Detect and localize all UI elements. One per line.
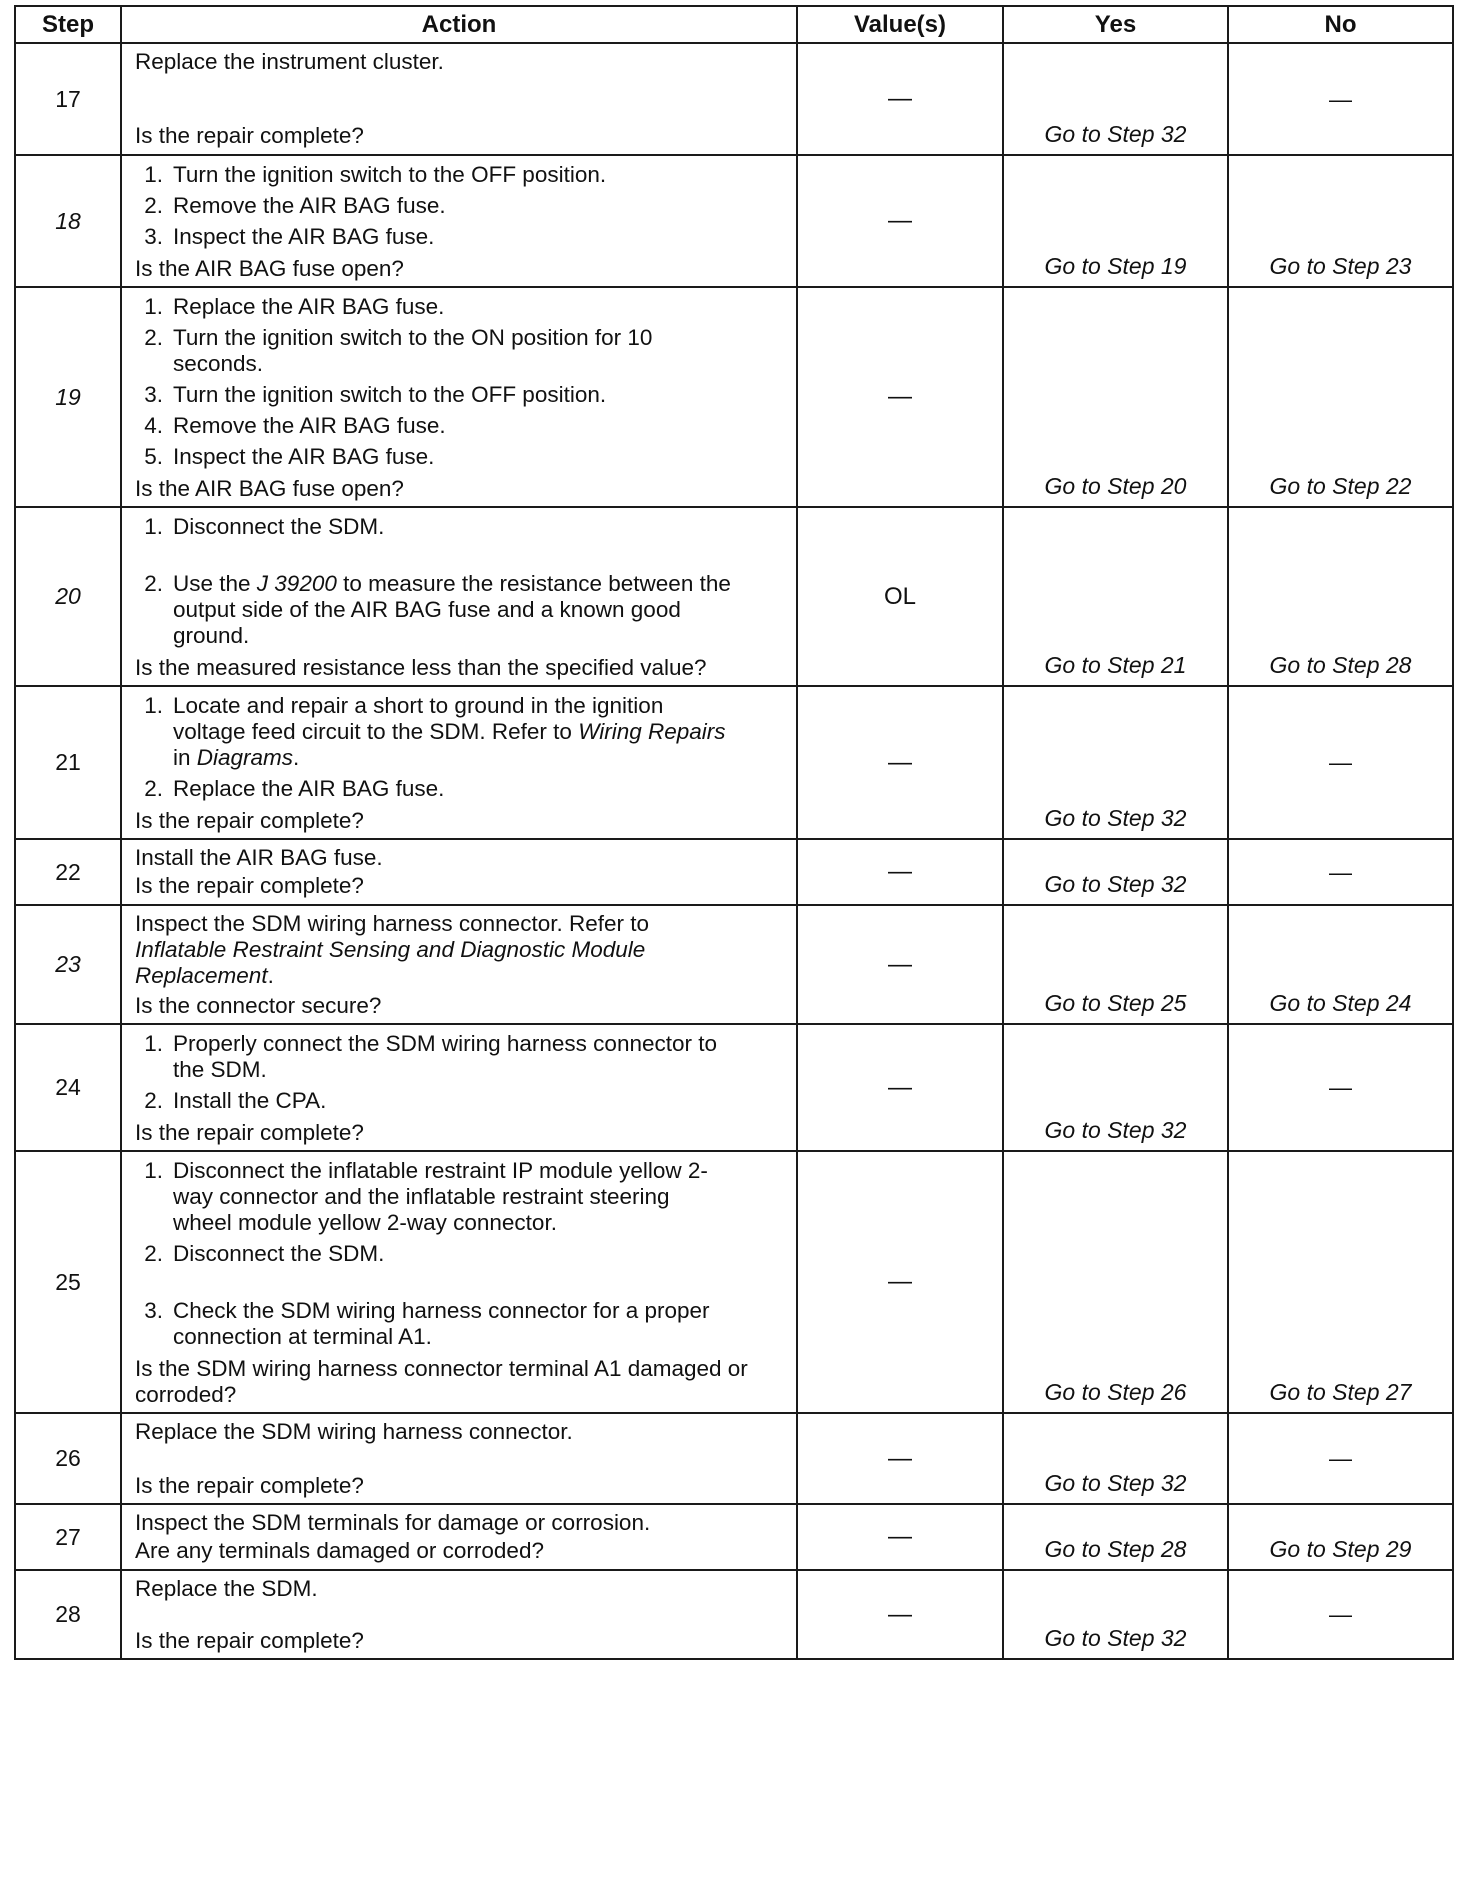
action-text: to measure the resistance between the output side of the AIR BAG fuse and a known good ground. [173, 571, 731, 648]
yes-cell: Go to Step 28 [1003, 1504, 1228, 1570]
action-step: 3. Check the SDM wiring harness connector for a proper connection at terminal A1. [144, 1298, 710, 1349]
action-question: Is the repair complete? [135, 1473, 364, 1498]
value-cell: — [797, 1151, 1003, 1413]
step-number: 26 [15, 1413, 121, 1504]
action-cell [121, 1024, 797, 1151]
yes-cell: Go to Step 32 [1003, 839, 1228, 905]
no-cell: — [1228, 1413, 1453, 1504]
yes-cell: Go to Step 32 [1003, 43, 1228, 155]
action-question: Is the AIR BAG fuse open? [135, 476, 404, 501]
action-cell [121, 839, 797, 905]
diagnostic-table-page [14, 5, 1452, 1660]
table-row-step-25 [15, 1151, 1453, 1413]
no-cell: Go to Step 27 [1228, 1151, 1453, 1413]
yes-cell: Go to Step 32 [1003, 1413, 1228, 1504]
action-step: 2. Disconnect the SDM. [144, 1241, 385, 1266]
action-question: Is the connector secure? [135, 993, 382, 1018]
table-row-step-28 [15, 1570, 1453, 1659]
yes-cell: Go to Step 20 [1003, 287, 1228, 507]
action-text: Replace the instrument cluster. [135, 49, 444, 74]
value-cell: — [797, 1413, 1003, 1504]
header-action: Action [121, 6, 797, 43]
action-text: . [293, 745, 300, 770]
header-row [15, 6, 1453, 43]
header-values: Value(s) [797, 6, 1003, 43]
action-question: Is the AIR BAG fuse open? [135, 256, 404, 281]
action-text: Replace the SDM wiring harness connector. [135, 1419, 573, 1444]
action-cell [121, 507, 797, 686]
action-cell [121, 1570, 797, 1659]
action-step: 2. Remove the AIR BAG fuse. [144, 193, 446, 218]
step-number: 22 [15, 839, 121, 905]
action-question: Is the repair complete? [135, 808, 364, 833]
action-step: 1. Turn the ignition switch to the OFF position. [144, 162, 607, 187]
action-question: Is the repair complete? [135, 873, 364, 898]
no-cell: — [1228, 839, 1453, 905]
no-cell: Go to Step 22 [1228, 287, 1453, 507]
action-cell [121, 155, 797, 287]
action-cell [121, 905, 797, 1024]
table-row-step-22 [15, 839, 1453, 905]
table-row-step-24 [15, 1024, 1453, 1151]
table-row-step-20 [15, 507, 1453, 686]
action-step: 2. Turn the ignition switch to the ON position for 10 seconds. [144, 325, 653, 376]
yes-cell: Go to Step 19 [1003, 155, 1228, 287]
no-cell: — [1228, 1024, 1453, 1151]
action-cell [121, 287, 797, 507]
action-step: 4. Remove the AIR BAG fuse. [144, 413, 446, 438]
doc-reference: Diagrams [196, 745, 294, 770]
action-step: 2. Use the J 39200 to measure the resistance between the output side of the AIR BAG fuse and a known good ground. [144, 571, 731, 648]
step-number: 21 [15, 686, 121, 839]
step-number: 28 [15, 1570, 121, 1659]
action-text: in [173, 745, 197, 770]
no-cell: — [1228, 43, 1453, 155]
no-cell: Go to Step 24 [1228, 905, 1453, 1024]
no-cell: Go to Step 28 [1228, 507, 1453, 686]
value-cell: — [797, 155, 1003, 287]
diagnostic-table [14, 5, 1454, 1660]
action-cell [121, 43, 797, 155]
no-cell: Go to Step 23 [1228, 155, 1453, 287]
action-step: 1. Disconnect the SDM. [144, 514, 385, 539]
action-step: 2. Install the CPA. [144, 1088, 327, 1113]
yes-cell: Go to Step 26 [1003, 1151, 1228, 1413]
action-question: Is the measured resistance less than the specified value? [135, 655, 707, 680]
no-cell: — [1228, 1570, 1453, 1659]
action-cell [121, 1151, 797, 1413]
value-cell: — [797, 905, 1003, 1024]
action-step: 3. Turn the ignition switch to the OFF position. [144, 382, 607, 407]
no-cell: Go to Step 29 [1228, 1504, 1453, 1570]
value-cell: — [797, 287, 1003, 507]
action-cell [121, 1413, 797, 1504]
action-text: Inspect the SDM wiring harness connector. Refer to Inflatable Restraint Sensing and Diagnostic Module Replacement. [135, 911, 649, 988]
step-number: 20 [15, 507, 121, 686]
action-question: Is the repair complete? [135, 123, 364, 148]
yes-cell: Go to Step 32 [1003, 1570, 1228, 1659]
doc-reference: Inflatable Restraint Sensing and Diagnostic Module Replacement [135, 937, 646, 988]
action-step: 5. Inspect the AIR BAG fuse. [144, 444, 435, 469]
yes-cell: Go to Step 32 [1003, 1024, 1228, 1151]
step-number: 18 [15, 155, 121, 287]
step-number: 25 [15, 1151, 121, 1413]
action-question: Is the repair complete? [135, 1628, 364, 1653]
action-question: Are any terminals damaged or corroded? [135, 1538, 544, 1563]
table-row-step-17 [15, 43, 1453, 155]
value-cell: — [797, 1504, 1003, 1570]
action-step: 1. Properly connect the SDM wiring harness connector to the SDM. [144, 1031, 718, 1082]
action-text: Inspect the SDM terminals for damage or corrosion. [135, 1510, 651, 1535]
action-text: Replace the SDM. [135, 1576, 318, 1601]
table-row-step-26 [15, 1413, 1453, 1504]
value-cell: OL [797, 507, 1003, 686]
action-cell [121, 1504, 797, 1570]
no-cell: — [1228, 686, 1453, 839]
action-text: Use the [173, 571, 257, 596]
table-row-step-23 [15, 905, 1453, 1024]
header-yes: Yes [1003, 6, 1228, 43]
table-row-step-18 [15, 155, 1453, 287]
action-step: 1. Replace the AIR BAG fuse. [144, 294, 445, 319]
table-row-step-19 [15, 287, 1453, 507]
action-step: 1. Disconnect the inflatable restraint IP module yellow 2-way connector and the inflatable restraint steering wheel module yellow 2-way connector. [144, 1158, 708, 1235]
table-row-step-21 [15, 686, 1453, 839]
value-cell: — [797, 839, 1003, 905]
action-step: 1. Locate and repair a short to ground in the ignition voltage feed circuit to the SDM. Refer to Wiring Repairs in Diagrams. [144, 693, 726, 770]
yes-cell: Go to Step 25 [1003, 905, 1228, 1024]
step-number: 24 [15, 1024, 121, 1151]
header-no: No [1228, 6, 1453, 43]
table-row-step-27 [15, 1504, 1453, 1570]
step-number: 23 [15, 905, 121, 1024]
action-text: Install the AIR BAG fuse. [135, 845, 383, 870]
action-question: Is the repair complete? [135, 1120, 364, 1145]
action-text: Locate and repair a short to ground in the ignition voltage feed circuit to the SDM. Refer to [173, 693, 664, 744]
yes-cell: Go to Step 32 [1003, 686, 1228, 839]
tool-reference: J 39200 [256, 571, 337, 596]
value-cell: — [797, 1570, 1003, 1659]
action-question: Is the SDM wiring harness connector terminal A1 damaged or corroded? [135, 1356, 748, 1407]
value-cell: — [797, 43, 1003, 155]
step-number: 27 [15, 1504, 121, 1570]
value-cell: — [797, 1024, 1003, 1151]
value-cell: — [797, 686, 1003, 839]
step-number: 19 [15, 287, 121, 507]
step-number: 17 [15, 43, 121, 155]
action-step: 3. Inspect the AIR BAG fuse. [144, 224, 435, 249]
action-cell [121, 686, 797, 839]
header-step: Step [15, 6, 121, 43]
yes-cell: Go to Step 21 [1003, 507, 1228, 686]
action-step: 2. Replace the AIR BAG fuse. [144, 776, 445, 801]
doc-reference: Wiring Repairs [578, 719, 726, 744]
